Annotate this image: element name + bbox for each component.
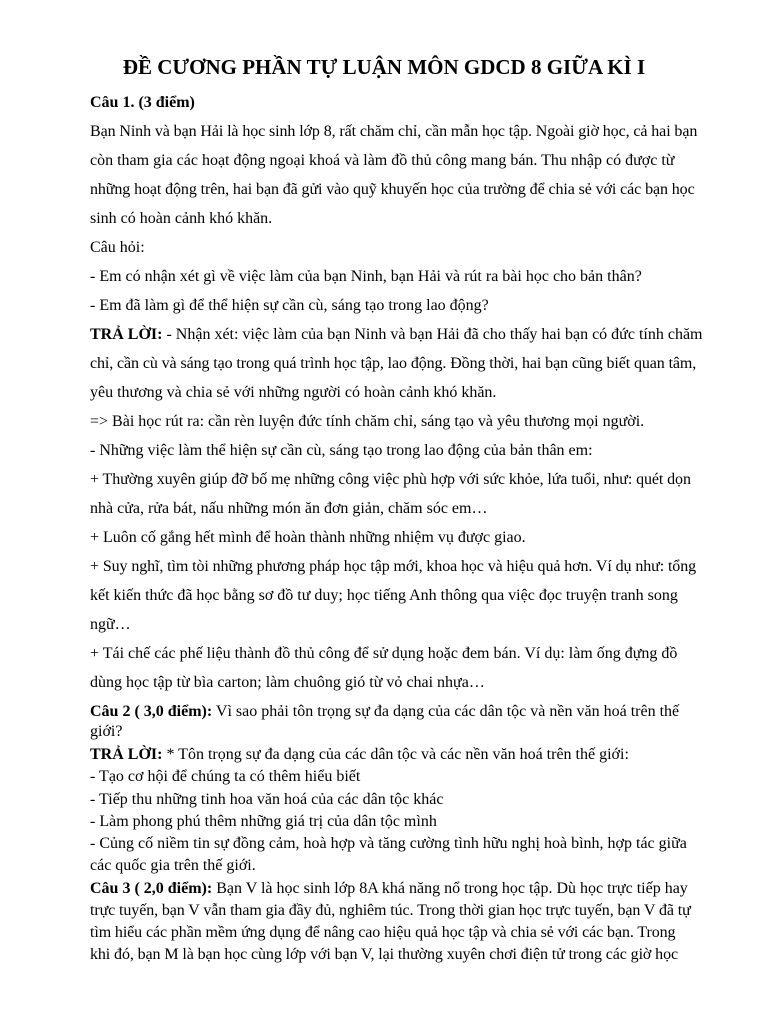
q1-answer-first-line [90, 325, 703, 345]
q2-answer-text: * Tôn trọng sự đa dạng của các dân tộc và các nền văn hoá trên thế giới: [162, 746, 629, 763]
q2-answer-label: TRẢ LỜI: [90, 746, 163, 763]
q1-action-2: + Luôn cố gắng hết mình để hoàn thành những nhiệm vụ được giao. [90, 529, 526, 546]
q2-answer-line-4: - Củng cố niềm tin sự đồng cảm, hoà hợp và tăng cường tình hữu nghị hoà bình, hợp tác giữa [90, 835, 687, 852]
q2-answer-first-line [90, 745, 629, 765]
q1-answer-line-2: chỉ, cần cù và sáng tạo trong quá trình học tập, lao động. Đồng thời, hai bạn cũng biết quan tâm, [90, 355, 697, 372]
q1-action-1-line-2: nhà cửa, rửa bát, nấu những món ăn đơn giản, chăm sóc em… [90, 500, 488, 517]
q1-passage-line-4: sinh có hoàn cảnh khó khăn. [90, 210, 273, 227]
q1-answer-text: - Nhận xét: việc làm của bạn Ninh và bạn Hải đã cho thấy hai bạn có đức tính chăm [162, 326, 703, 343]
q2-answer-line-5: các quốc gia trên thế giới. [90, 857, 256, 874]
q1-question-2: - Em đã làm gì để thể hiện sự cần cù, sáng tạo trong lao động? [90, 297, 489, 314]
q3-first-line [90, 879, 688, 899]
q1-action-3-line-3: ngữ… [90, 616, 131, 633]
q1-action-3-line-2: kết kiến thức đã học bằng sơ đồ tư duy; học tiếng Anh thông qua việc đọc truyện tranh song [90, 587, 678, 604]
q1-passage-line-2: còn tham gia các hoạt động ngoại khoá và làm đồ thủ công mang bán. Thu nhập có được từ [90, 152, 675, 169]
q2-answer-line-1: - Tạo cơ hội để chúng ta có thêm hiểu biết [90, 768, 361, 785]
q1-lesson-line: => Bài học rút ra: cần rèn luyện đức tính chăm chỉ, sáng tạo và yêu thương mọi người. [90, 413, 645, 430]
q1-action-4-line-2: dùng học tập từ bìa carton; làm chuông gió từ vỏ chai nhựa… [90, 674, 485, 691]
q3-heading: Câu 3 ( 2,0 điểm): [90, 880, 213, 897]
q1-answer-line-3: yêu thương và chia sẻ với những người có hoàn cảnh khó khăn. [90, 384, 497, 401]
q2-answer-line-2: - Tiếp thu những tinh hoa văn hoá của các dân tộc khác [90, 791, 444, 808]
q1-action-1-line-1: + Thường xuyên giúp đỡ bố mẹ những công việc phù hợp với sức khỏe, lứa tuổi, như: quét dọn [90, 471, 691, 488]
q1-question-1: - Em có nhận xét gì về việc làm của bạn Ninh, bạn Hải và rút ra bài học cho bản thân? [90, 268, 642, 285]
q1-actions-intro: - Những việc làm thể hiện sự cần cù, sáng tạo trong lao động của bản thân em: [90, 442, 593, 459]
q2-answer-line-3: - Làm phong phú thêm những giá trị của dân tộc mình [90, 813, 437, 830]
q1-action-4-line-1: + Tái chế các phế liệu thành đồ thủ công để sử dụng hoặc đem bán. Ví dụ: làm ống đựng đồ [90, 645, 678, 662]
q3-line-2: trực tuyến, bạn V vẫn tham gia đầy đủ, nghiêm túc. Trong thời gian học trực tuyến, bạn V đã tự [90, 902, 691, 919]
q1-questions-label: Câu hỏi: [90, 239, 145, 256]
q1-passage-line-3: những hoạt động trên, hai bạn đã gửi vào quỹ khuyến học của trường để chia sẻ với các bạn học [90, 181, 695, 198]
document-title: ĐỀ CƯƠNG PHẦN TỰ LUẬN MÔN GDCD 8 GIỮA KÌ I [122, 55, 646, 79]
q1-heading: Câu 1. (3 điểm) [90, 94, 195, 111]
q2-question-cont: giới? [90, 723, 123, 740]
q3-line-3: tìm hiểu các phần mềm ứng dụng để nâng cao hiệu quả học tập và chia sẻ với các bạn. Trong [90, 924, 676, 941]
q2-heading: Câu 2 ( 3,0 điểm): [90, 703, 213, 720]
q3-text: Bạn V là học sinh lớp 8A khá năng nổ trong học tập. Dù học trực tiếp hay [212, 880, 688, 897]
q2-question-first-line [90, 702, 679, 722]
q1-answer-label: TRẢ LỜI: [90, 326, 163, 343]
q2-question-text: Vì sao phải tôn trọng sự đa dạng của các dân tộc và nền văn hoá trên thế [212, 703, 680, 720]
q3-line-4: khi đó, bạn M là bạn học cùng lớp với bạn V, lại thường xuyên chơi điện tử trong các giờ học [90, 946, 678, 963]
q1-action-3-line-1: + Suy nghĩ, tìm tòi những phương pháp học tập mới, khoa học và hiệu quả hơn. Ví dụ như: tổng [90, 558, 696, 575]
q1-passage-line-1: Bạn Ninh và bạn Hải là học sinh lớp 8, rất chăm chỉ, cần mẫn học tập. Ngoài giờ học, cả hai bạn [90, 123, 698, 140]
